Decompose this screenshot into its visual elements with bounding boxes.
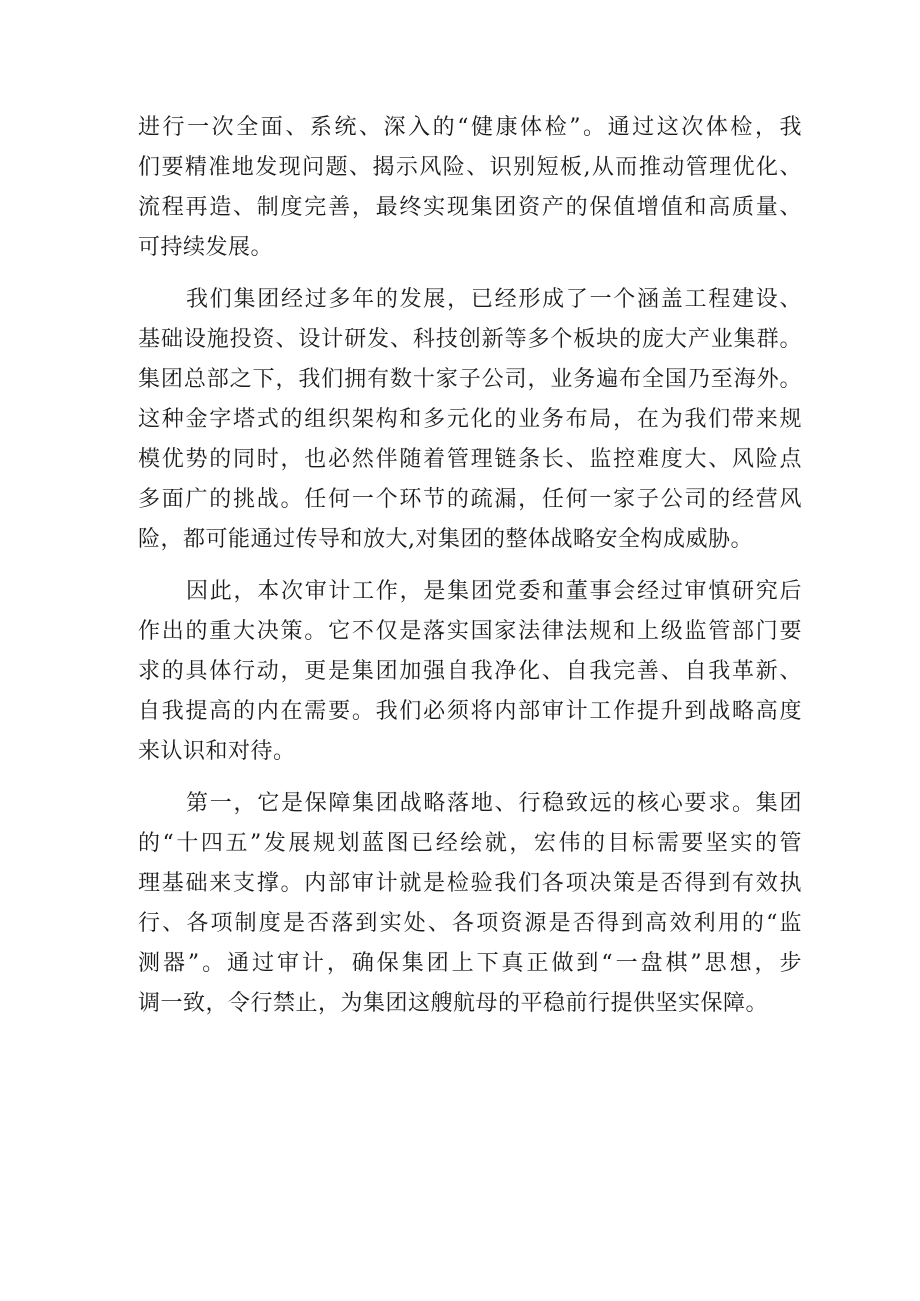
paragraph-4 [138, 784, 802, 1024]
text-line: 的“十四五”发展规划蓝图已经绘就，宏伟的目标需要坚实的管 [138, 831, 802, 856]
text-line: 行、各项制度是否落到实处、各项资源是否得到高效利用的“监 [138, 911, 802, 936]
text-line: 作出的重大决策。它不仅是落实国家法律法规和上级监管部门要 [138, 619, 802, 644]
text-line: 这种金字塔式的组织架构和多元化的业务布局，在为我们带来规 [138, 407, 802, 432]
text-line: 模优势的同时，也必然伴随着管理链条长、监控难度大、风险点 [138, 447, 802, 472]
text-line: 集团总部之下，我们拥有数十家子公司，业务遍布全国乃至海外。 [138, 367, 802, 392]
text-line: 进行一次全面、系统、深入的“健康体检”。通过这次体检，我 [138, 115, 802, 140]
text-line: 基础设施投资、设计研发、科技创新等多个板块的庞大产业集群。 [138, 327, 802, 352]
text-line: 我们集团经过多年的发展，已经形成了一个涵盖工程建设、 [186, 287, 802, 312]
document-body [138, 108, 802, 1024]
paragraph-3 [138, 572, 802, 772]
text-line: 测器”。通过审计，确保集团上下真正做到“一盘棋”思想，步 [138, 951, 802, 976]
text-line: 调一致，令行禁止，为集团这艘航母的平稳前行提供坚实保障。 [138, 991, 769, 1016]
text-line: 险，都可能通过传导和放大,对集团的整体战略安全构成威胁。 [138, 527, 753, 552]
text-line: 求的具体行动，更是集团加强自我净化、自我完善、自我革新、 [138, 659, 802, 684]
text-line: 第一，它是保障集团战略落地、行稳致远的核心要求。集团 [186, 791, 802, 816]
text-line: 们要精准地发现问题、揭示风险、识别短板,从而推动管理优化、 [138, 155, 802, 180]
text-line: 可持续发展。 [138, 235, 274, 260]
text-line: 自我提高的内在需要。我们必须将内部审计工作提升到战略高度 [138, 699, 802, 724]
text-line: 来认识和对待。 [138, 739, 296, 764]
text-line: 理基础来支撑。内部审计就是检验我们各项决策是否得到有效执 [138, 871, 802, 896]
paragraph-2 [138, 280, 802, 560]
text-line: 多面广的挑战。任何一个环节的疏漏，任何一家子公司的经营风 [138, 487, 802, 512]
text-line: 流程再造、制度完善，最终实现集团资产的保值增值和高质量、 [138, 195, 802, 220]
text-line: 因此，本次审计工作，是集团党委和董事会经过审慎研究后 [186, 579, 802, 604]
paragraph-1 [138, 108, 802, 268]
